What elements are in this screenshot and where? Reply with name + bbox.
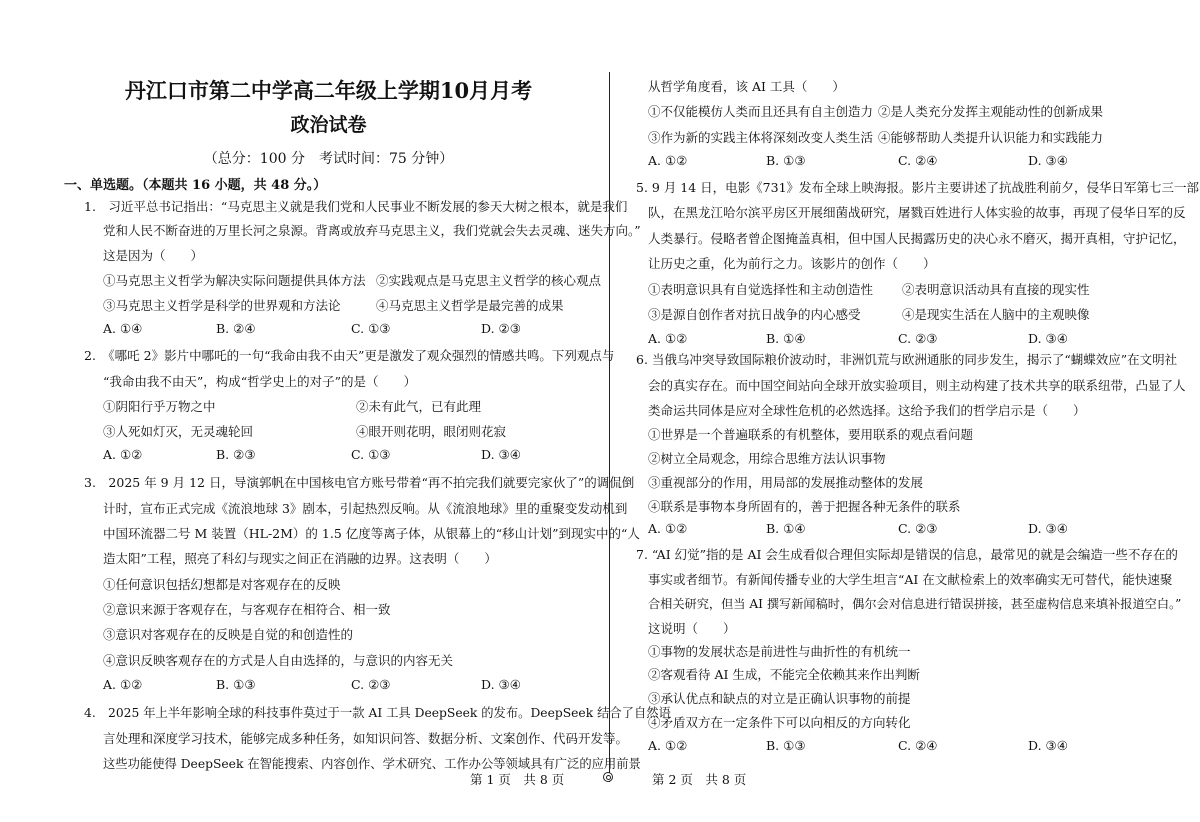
q7-stem-line2: 事实或者细节。有新闻传播专业的大学生坦言“AI 在文献检索上的效率确实无可替代，能快速聚 — [648, 572, 1173, 587]
q1-stem-line2: 党和人民不断奋进的万里长河之泉源。背离或放弃马克思主义，我们党就会失去灵魂、迷失方向。” — [103, 223, 641, 238]
binding-hole-icon — [603, 772, 613, 782]
q4-stem-line2: 言处理和深度学习技术，能够完成多种任务，如知识问答、数据分析、文案创作、代码开发等。 — [103, 731, 629, 746]
q7-choice-c: C. ②④ — [898, 738, 938, 753]
q3-choice-a: A. ①② — [103, 677, 143, 692]
q4-stem-line1: 4. 2025 年上半年影响全球的科技事件莫过于一款 AI 工具 DeepSeek 的发布。DeepSeek 结合了自然语 — [84, 706, 671, 720]
q4-option-4: ④能够帮助人类提升认识能力和实践能力 — [878, 130, 1104, 145]
q6-option-2: ②树立全局观念，用综合思维方法认识事物 — [648, 451, 886, 466]
q2-option-3: ③人死如灯灭，无灵魂轮回 — [103, 424, 254, 439]
q1-option-2: ②实践观点是马克思主义哲学的核心观点 — [376, 273, 602, 288]
exam-title: 丹江口市第二中学高二年级上学期10月月考 — [124, 78, 533, 103]
q2-option-4: ④眼开则花明，眼闭则花寂 — [356, 424, 507, 439]
q5-stem-line2: 队，在黑龙江哈尔滨平房区开展细菌战研究，屠戮百姓进行人体实验的故事，再现了侵华日军的反 — [648, 205, 1186, 220]
q2-choice-d: D. ③④ — [481, 447, 521, 462]
q5-option-3: ③是源自创作者对抗日战争的内心感受 — [648, 307, 861, 322]
q4-stem-line3: 这些功能使得 DeepSeek 在智能搜索、内容创作、学术研究、工作办公等领域具有广泛的应用前景 — [103, 757, 641, 771]
q2-choice-a: A. ①② — [103, 447, 143, 462]
q5-stem-line4: 让历史之重，化为前行之力。该影片的创作（ ） — [648, 256, 936, 271]
q4-option-2: ②是人类充分发挥主观能动性的创新成果 — [878, 104, 1104, 119]
q6-option-1: ①世界是一个普遍联系的有机整体，要用联系的观点看问题 — [648, 427, 974, 442]
q2-option-1: ①阴阳行乎万物之中 — [103, 399, 216, 414]
q1-option-1: ①马克思主义哲学为解决实际问题提供具体方法 — [103, 273, 366, 288]
q3-choice-c: C. ②③ — [351, 677, 391, 692]
q2-option-2: ②未有此气，已有此理 — [356, 399, 482, 414]
q4-option-1: ①不仅能模仿人类而且还具有自主创造力 — [648, 104, 874, 119]
page-footer-2: 第 2 页 共 8 页 — [652, 772, 747, 787]
q1-choice-c: C. ①③ — [351, 321, 391, 336]
q7-choice-d: D. ③④ — [1028, 738, 1068, 753]
q1-stem-line1: 1. 习近平总书记指出：“马克思主义就是我们党和人民事业不断发展的参天大树之根本，就是我们 — [84, 199, 628, 214]
q2-stem-line1: 2. 《哪吒 2》影片中哪吒的一句“我命由我不由天”更是激发了观众强烈的情感共鸣。下列观点与 — [84, 348, 615, 363]
q7-choice-b: B. ①③ — [766, 738, 806, 753]
q5-option-1: ①表明意识具有自觉选择性和主动创造性 — [648, 282, 874, 297]
q3-stem-line1: 3. 2025 年 9 月 12 日，导演郭帆在中国核电官方账号带着“再不拍完我们就要完家伙了”的调侃倒 — [84, 475, 635, 490]
q5-stem-line1: 5. 9 月 14 日，电影《731》发布全球上映海报。影片主要讲述了抗战胜利前夕，侵华日军第七三一部 — [636, 180, 1200, 195]
q1-option-3: ③马克思主义哲学是科学的世界观和方法论 — [103, 298, 341, 313]
q4-stem-continued: 从哲学角度看，该 AI 工具（ ） — [648, 79, 845, 94]
exam-meta: （总分：100 分 考试时间：75 分钟） — [203, 151, 454, 167]
q4-choice-b: B. ①③ — [766, 153, 806, 168]
q4-choice-c: C. ②④ — [898, 153, 938, 168]
q7-stem-line4: 这说明（ ） — [648, 621, 736, 636]
q3-choice-b: B. ①③ — [216, 677, 256, 692]
page-footer-1: 第 1 页 共 8 页 — [470, 772, 565, 787]
q2-choice-c: C. ①③ — [351, 447, 391, 462]
q5-choice-d: D. ③④ — [1028, 331, 1068, 346]
q4-choice-d: D. ③④ — [1028, 153, 1068, 168]
q6-stem-line3: 类命运共同体是应对全球性危机的必然选择。这给予我们的哲学启示是（ ） — [648, 403, 1086, 418]
q5-choice-a: A. ①② — [648, 331, 688, 346]
q4-choice-a: A. ①② — [648, 153, 688, 168]
q6-stem-line1: 6. 当俄乌冲突导致国际粮价波动时，非洲饥荒与欧洲通胀的同步发生，揭示了“蝴蝶效应”在文明社 — [636, 352, 1178, 367]
q1-choice-a: A. ①④ — [103, 321, 143, 336]
q3-stem-line3: 中国环流器二号 M 装置（HL-2M）的 1.5 亿度等离子体，从银幕上的“移山计划”到现实中的“人 — [103, 526, 640, 541]
q2-choice-b: B. ②③ — [216, 447, 256, 462]
q4-option-3: ③作为新的实践主体将深刻改变人类生活 — [648, 130, 874, 145]
q5-option-4: ④是现实生活在人脑中的主观映像 — [902, 307, 1090, 322]
q1-stem-line3: 这是因为（ ） — [103, 248, 204, 263]
q5-option-2: ②表明意识活动具有直接的现实性 — [902, 282, 1090, 297]
q6-choice-b: B. ①④ — [766, 521, 806, 536]
q6-option-4: ④联系是事物本身所固有的，善于把握各种无条件的联系 — [648, 499, 961, 514]
q3-option-4: ④意识反映客观存在的方式是人自由选择的，与意识的内容无关 — [103, 653, 454, 668]
q1-choice-b: B. ②④ — [216, 321, 256, 336]
q5-choice-b: B. ①④ — [766, 331, 806, 346]
q3-stem-line4: 造太阳”工程，照亮了科幻与现实之间正在消融的边界。这表明（ ） — [103, 551, 497, 566]
q6-choice-a: A. ①② — [648, 521, 688, 536]
q6-choice-d: D. ③④ — [1028, 521, 1068, 536]
q7-stem-line3: 合相关研究，但当 AI 撰写新闻稿时，偶尔会对信息进行错误拼接，甚至虚构信息来填补报道空白。” — [648, 597, 1182, 611]
q3-option-2: ②意识来源于客观存在，与客观存在相符合、相一致 — [103, 602, 391, 617]
q7-option-1: ①事物的发展状态是前进性与曲折性的有机统一 — [648, 644, 911, 659]
q3-choice-d: D. ③④ — [481, 677, 521, 692]
q5-choice-c: C. ②③ — [898, 331, 938, 346]
exam-subtitle: 政治试卷 — [290, 114, 367, 136]
q1-option-4: ④马克思主义哲学是最完善的成果 — [376, 298, 564, 313]
q7-option-2: ②客观看待 AI 生成，不能完全依赖其来作出判断 — [648, 667, 920, 682]
q3-option-3: ③意识对客观存在的反映是自觉的和创造性的 — [103, 627, 354, 642]
q1-choice-d: D. ②③ — [481, 321, 521, 336]
q3-stem-line2: 计时，宣布正式完成《流浪地球 3》剧本，引起热烈反响。从《流浪地球》里的重聚变发动机到 — [103, 501, 628, 516]
q3-option-1: ①任何意识包括幻想都是对客观存在的反映 — [103, 577, 341, 592]
q6-option-3: ③重视部分的作用，用局部的发展推动整体的发展 — [648, 475, 924, 490]
section-heading: 一、单选题。（本题共 16 小题，共 48 分。） — [64, 178, 327, 193]
q6-choice-c: C. ②③ — [898, 521, 938, 536]
q7-option-4: ④矛盾双方在一定条件下可以向相反的方向转化 — [648, 715, 911, 730]
q5-stem-line3: 人类暴行。侵略者曾企图掩盖真相，但中国人民揭露历史的决心永不磨灭，揭开真相，守护记忆， — [648, 231, 1186, 246]
q7-option-3: ③承认优点和缺点的对立是正确认识事物的前提 — [648, 691, 911, 706]
column-divider — [609, 72, 610, 782]
q6-stem-line2: 会的真实存在。而中国空间站向全球开放实验项目，则主动构建了技术共享的联系纽带，凸显了人 — [648, 378, 1186, 393]
q7-stem-line1: 7. “AI 幻觉”指的是 AI 会生成看似合理但实际却是错误的信息，最常见的就是会编造一些不存在的 — [636, 547, 1178, 562]
q7-choice-a: A. ①② — [648, 738, 688, 753]
q2-stem-line2: “我命由我不由天”，构成“哲学史上的对子”的是（ ） — [103, 374, 417, 389]
